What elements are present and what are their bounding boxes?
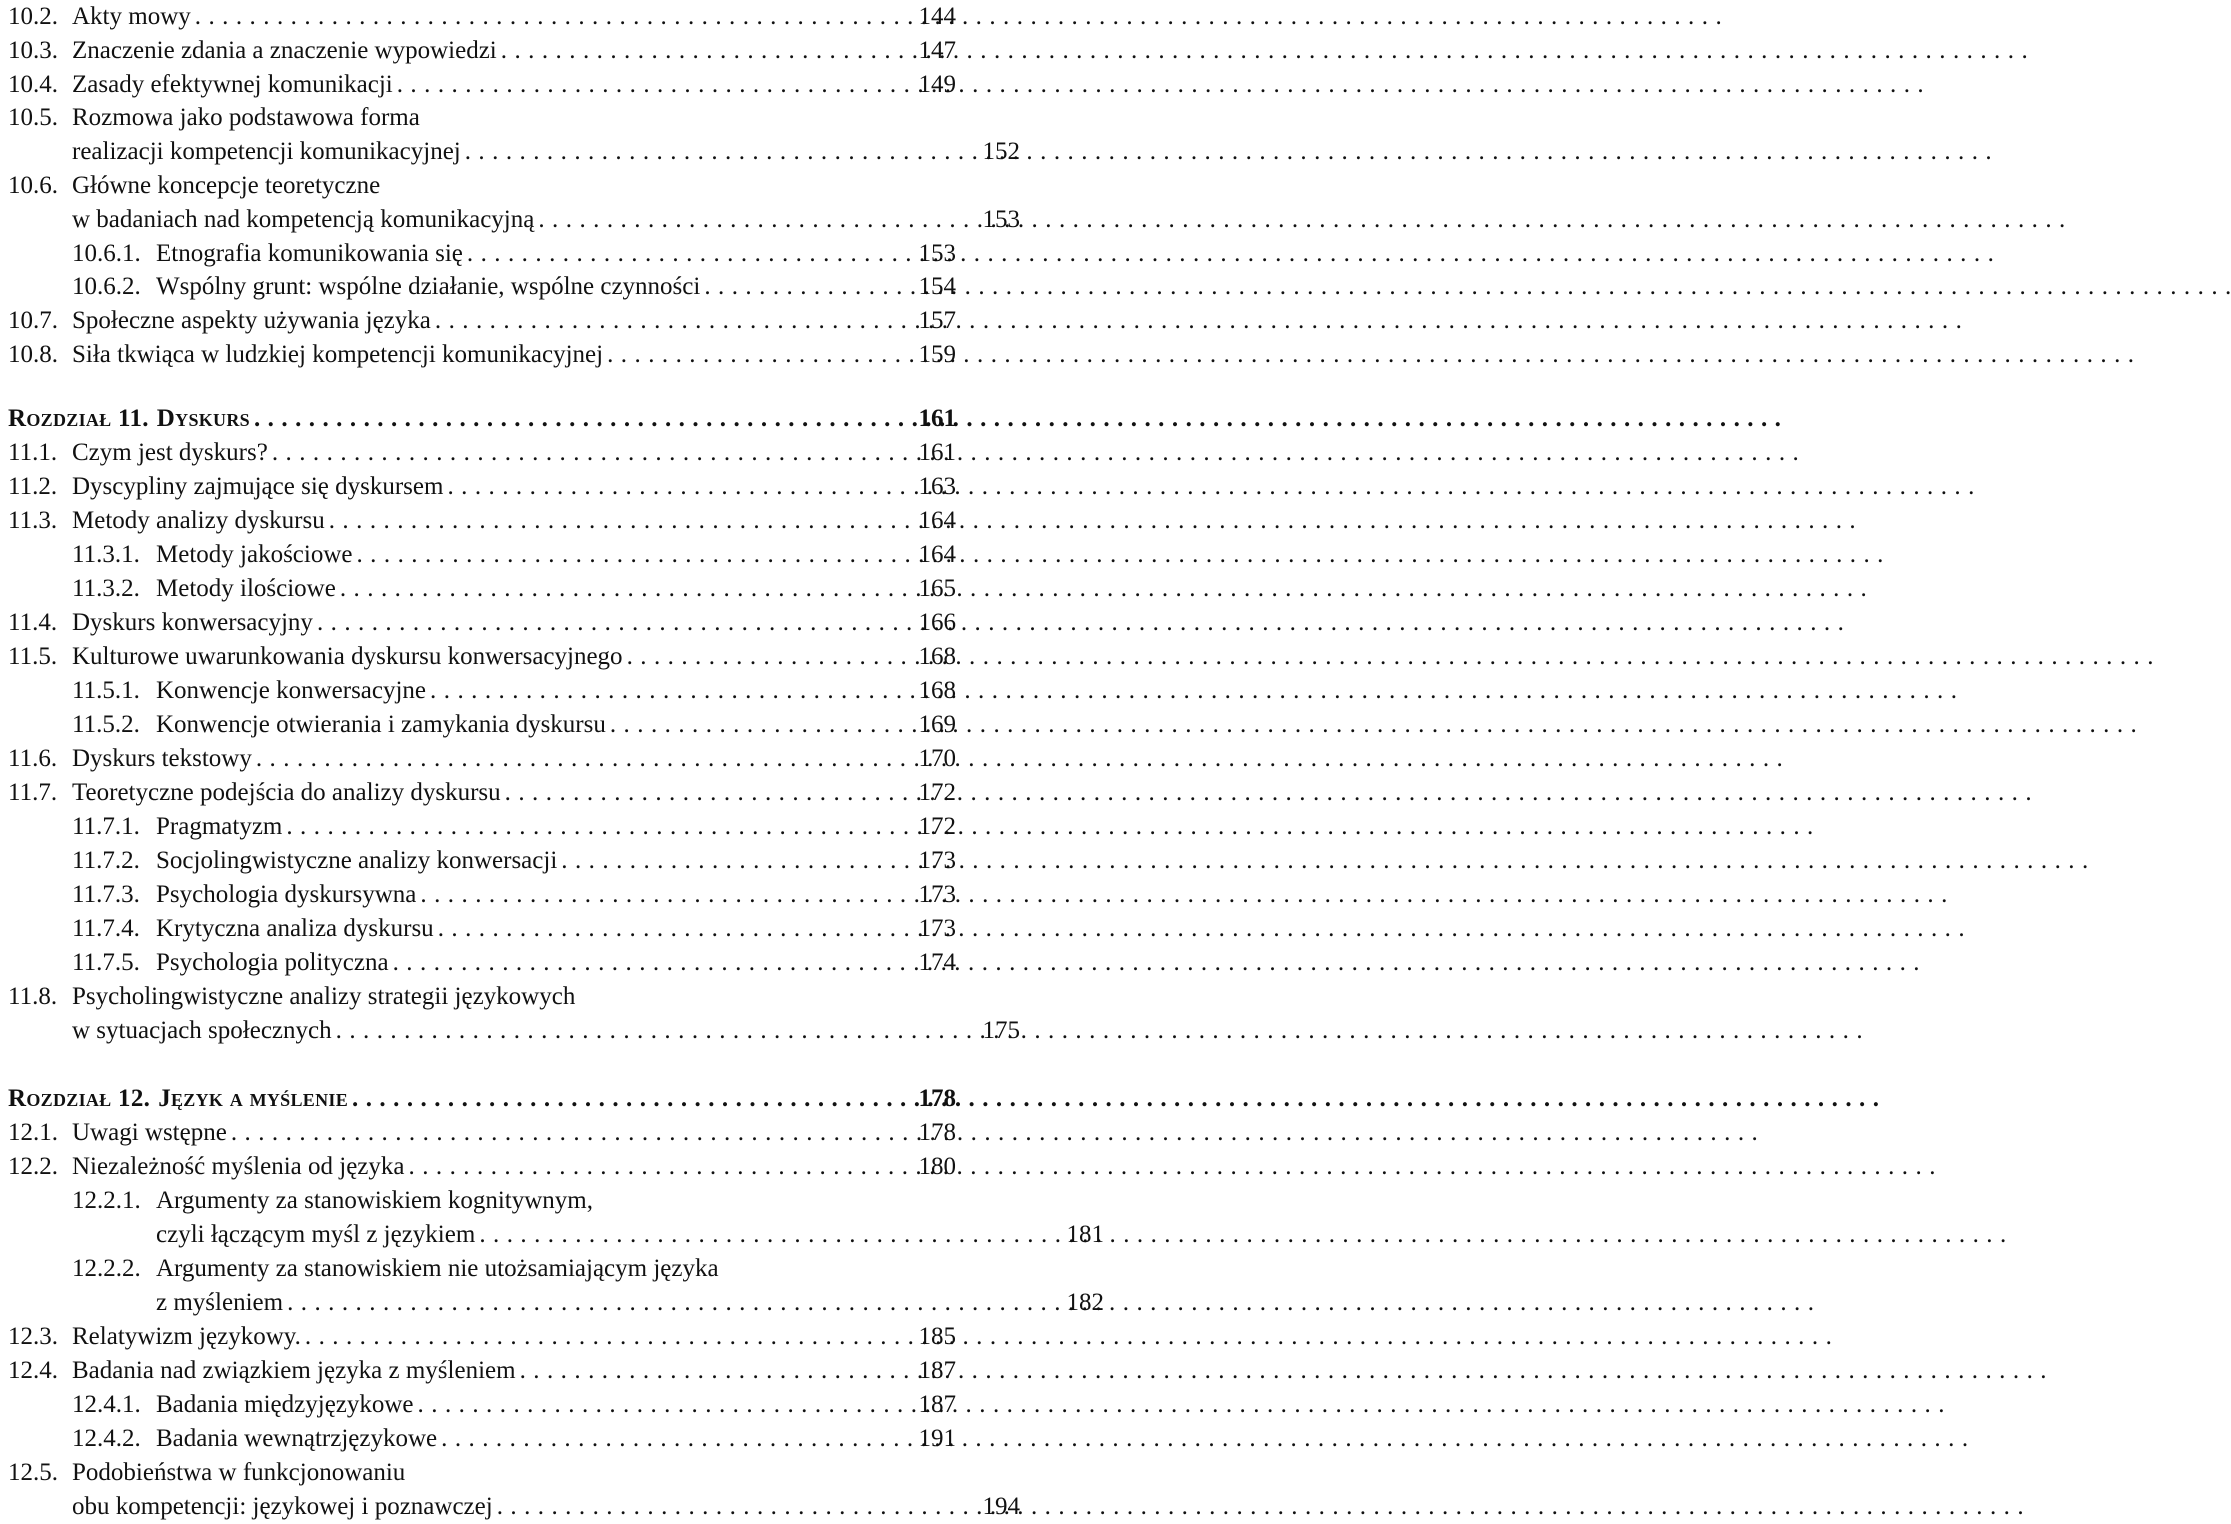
toc-entry[interactable] [8, 1150, 956, 1184]
entry-title: Teoretyczne podejścia do analizy dyskursu [72, 779, 501, 806]
toc-entry[interactable] [8, 606, 956, 640]
entry-title: Metody jakościowe [156, 541, 353, 568]
entry-number: 12.1. [8, 1119, 58, 1146]
entry-number: 12.4.2. [72, 1425, 141, 1452]
entry-number: 10.4. [8, 71, 58, 98]
entry-title: Dyskurs tekstowy [72, 745, 252, 772]
toc-entry[interactable] [8, 436, 956, 470]
entry-title: Etnografia komunikowania się [156, 240, 463, 267]
dot-leader [286, 810, 906, 844]
dot-leader [538, 203, 970, 237]
dot-leader [393, 946, 906, 980]
entry-page: 165 [918, 575, 956, 602]
entry-page: 181 [1066, 1221, 1104, 1248]
toc-page [0, 0, 1104, 1523]
toc-entry-continuation[interactable] [8, 1286, 1104, 1320]
entry-number: 11.7.1. [72, 813, 140, 840]
entry-number: 12.2.1. [72, 1187, 141, 1214]
entry-title: Uwagi wstępne [72, 1119, 227, 1146]
entry-page: 166 [918, 609, 956, 636]
entry-title-line2: obu kompetencji: językowej i poznawczej [72, 1493, 493, 1520]
entry-page: 159 [918, 341, 956, 368]
dot-leader [627, 640, 906, 674]
entry-number: 11.1. [8, 439, 58, 466]
entry-page: 172 [918, 813, 956, 840]
dot-leader [340, 572, 906, 606]
entry-page: 173 [918, 915, 956, 942]
entry-number: 11.7.2. [72, 847, 140, 874]
dot-leader [356, 538, 906, 572]
toc-entry[interactable] [8, 640, 956, 674]
entry-number: 11.7.5. [72, 949, 140, 976]
entry-page: 157 [918, 307, 956, 334]
entry-number: 11.8. [8, 983, 58, 1010]
chapter-heading[interactable] [8, 402, 956, 436]
dot-leader [479, 1218, 1054, 1252]
entry-number: 11.5.1. [72, 677, 140, 704]
dot-leader [430, 674, 906, 708]
toc-entry[interactable] [8, 810, 956, 844]
dot-leader [418, 1388, 906, 1422]
entry-title: Czym jest dyskurs? [72, 439, 268, 466]
toc-entry[interactable] [8, 470, 956, 504]
entry-number: 10.2. [8, 3, 58, 30]
toc-entry[interactable] [8, 270, 956, 304]
entry-page: 164 [918, 541, 956, 568]
entry-number: 12.3. [8, 1323, 58, 1350]
dot-leader [336, 1014, 970, 1048]
dot-leader [465, 135, 970, 169]
entry-number: 10.5. [8, 104, 58, 131]
dot-leader [195, 0, 906, 34]
dot-leader [501, 34, 906, 68]
dot-leader [467, 237, 906, 271]
toc-entry[interactable] [8, 34, 956, 68]
dot-leader [447, 470, 906, 504]
entry-number: 12.4.1. [72, 1391, 141, 1418]
toc-entry[interactable] [8, 1184, 956, 1218]
entry-title-line2: w badaniach nad kompetencją komunikacyjną [72, 206, 535, 233]
entry-number: 10.8. [8, 341, 58, 368]
entry-title: Psychologia polityczna [156, 949, 389, 976]
entry-title: Społeczne aspekty używania języka [72, 307, 431, 334]
toc-entry[interactable] [8, 572, 956, 606]
entry-number: 11.2. [8, 473, 58, 500]
toc-entry-continuation[interactable] [8, 1490, 1020, 1524]
toc-entry[interactable] [8, 169, 956, 203]
entry-page: 163 [918, 473, 956, 500]
entry-page: 144 [918, 3, 956, 30]
entry-number: 12.4. [8, 1357, 58, 1384]
toc-entry[interactable] [8, 538, 956, 572]
entry-title: Socjolingwistyczne analizy konwersacji [156, 847, 558, 874]
entry-page: 149 [918, 71, 956, 98]
entry-number: 11.6. [8, 745, 58, 772]
toc-entry[interactable] [8, 776, 956, 810]
entry-title: Dyscypliny zajmujące się dyskursem [72, 473, 444, 500]
entry-title: Akty mowy [72, 3, 191, 30]
entry-page: 194 [982, 1493, 1020, 1520]
dot-leader [317, 606, 906, 640]
dot-leader [610, 708, 906, 742]
entry-title: Psycholingwistyczne analizy strategii językowych [72, 983, 576, 1010]
entry-number: 10.7. [8, 307, 58, 334]
entry-page: 161 [918, 439, 956, 466]
chapter-heading[interactable] [8, 1082, 956, 1116]
entry-page: 173 [918, 881, 956, 908]
chapter-page: 178 [918, 1085, 956, 1112]
entry-page: 178 [918, 1119, 956, 1146]
entry-title: Niezależność myślenia od języka [72, 1153, 405, 1180]
dot-leader [497, 1490, 970, 1524]
toc-entry[interactable] [8, 1456, 956, 1490]
toc-entry[interactable] [8, 1320, 956, 1354]
entry-title: Krytyczna analiza dyskursu [156, 915, 434, 942]
dot-leader [435, 304, 906, 338]
entry-page: 172 [918, 779, 956, 806]
chapter-title: Dyskurs [156, 405, 250, 432]
entry-title: Główne koncepcje teoretyczne [72, 172, 381, 199]
entry-page: 164 [918, 507, 956, 534]
toc-entry[interactable] [8, 878, 956, 912]
entry-page: 152 [982, 138, 1020, 165]
dot-leader [231, 1116, 906, 1150]
entry-number: 10.3. [8, 37, 58, 64]
entry-page: 168 [918, 677, 956, 704]
entry-number: 12.2. [8, 1153, 58, 1180]
entry-title: Konwencje otwierania i zamykania dyskursu [156, 711, 606, 738]
toc-entry[interactable] [8, 1252, 956, 1286]
toc-entry-continuation[interactable] [8, 1218, 1104, 1252]
entry-title: Kulturowe uwarunkowania dyskursu konwersacyjnego [72, 643, 623, 670]
entry-number: 11.7.4. [72, 915, 140, 942]
dot-leader [561, 844, 906, 878]
toc-entry-continuation[interactable] [8, 203, 1020, 237]
entry-number: 11.7.3. [72, 881, 140, 908]
entry-number: 10.6.1. [72, 240, 141, 267]
entry-title: Badania wewnątrzjęzykowe [156, 1425, 438, 1452]
dot-leader [329, 504, 906, 538]
dot-leader [254, 402, 906, 436]
toc-entry[interactable] [8, 1422, 956, 1456]
entry-title: Siła tkwiąca w ludzkiej kompetencji komunikacyjnej [72, 341, 604, 368]
dot-leader [272, 436, 906, 470]
toc-entry[interactable] [8, 980, 956, 1014]
entry-number: 12.2.2. [72, 1255, 141, 1282]
entry-page: 173 [918, 847, 956, 874]
dot-leader [397, 68, 906, 102]
toc-entry-continuation[interactable] [8, 135, 1020, 169]
entry-title: Znaczenie zdania a znaczenie wypowiedzi [72, 37, 497, 64]
entry-title: Argumenty za stanowiskiem kognitywnym, [156, 1187, 593, 1214]
toc-entry[interactable] [8, 1116, 956, 1150]
entry-page: 191 [918, 1425, 956, 1452]
dot-leader [287, 1286, 1054, 1320]
dot-leader [607, 338, 906, 372]
entry-title: Relatywizm językowy. [72, 1323, 301, 1350]
toc-entry[interactable] [8, 1354, 956, 1388]
entry-page: 170 [918, 745, 956, 772]
entry-title: Konwencje konwersacyjne [156, 677, 427, 704]
chapter-page: 161 [918, 405, 956, 432]
toc-entry[interactable] [8, 708, 956, 742]
dot-leader [441, 1422, 906, 1456]
entry-page: 174 [918, 949, 956, 976]
chapter-number: Rozdział 11. [8, 405, 149, 432]
entry-page: 187 [918, 1357, 956, 1384]
entry-page: 153 [982, 206, 1020, 233]
entry-title: Metody ilościowe [156, 575, 336, 602]
entry-page: 175 [982, 1017, 1020, 1044]
entry-title: Podobieństwa w funkcjonowaniu [72, 1459, 406, 1486]
entry-title-line2: czyli łączącym myśl z językiem [156, 1221, 476, 1248]
entry-title-line2: realizacji kompetencji komunikacyjnej [72, 138, 461, 165]
dot-leader [505, 776, 906, 810]
entry-title-line2: z myśleniem [156, 1289, 284, 1316]
entry-page: 185 [918, 1323, 956, 1350]
chapter-title: Język a myślenie [158, 1085, 349, 1112]
entry-number: 11.4. [8, 609, 58, 636]
entry-title: Argumenty za stanowiskiem nie utożsamiającym języka [156, 1255, 719, 1282]
dot-leader [305, 1320, 906, 1354]
toc-entry[interactable] [8, 912, 956, 946]
dot-leader [420, 878, 906, 912]
toc-entry[interactable] [8, 338, 956, 372]
entry-title: Psychologia dyskursywna [156, 881, 417, 908]
entry-number: 11.3.2. [72, 575, 140, 602]
entry-number: 11.5. [8, 643, 58, 670]
toc-entry[interactable] [8, 844, 956, 878]
entry-title: Wspólny grunt: wspólne działanie, wspólne czynności [156, 273, 701, 300]
entry-title: Badania międzyjęzykowe [156, 1391, 414, 1418]
entry-page: 180 [918, 1153, 956, 1180]
entry-page: 182 [1066, 1289, 1104, 1316]
toc-entry[interactable] [8, 0, 956, 34]
dot-leader [438, 912, 906, 946]
entry-page: 154 [918, 273, 956, 300]
entry-number: 10.6.2. [72, 273, 141, 300]
dot-leader [520, 1354, 906, 1388]
toc-entry[interactable] [8, 304, 956, 338]
toc-entry-continuation[interactable] [8, 1014, 1020, 1048]
entry-title: Dyskurs konwersacyjny [72, 609, 313, 636]
entry-title: Metody analizy dyskursu [72, 507, 325, 534]
entry-number: 10.6. [8, 172, 58, 199]
entry-number: 12.5. [8, 1459, 58, 1486]
dot-leader [256, 742, 906, 776]
toc-entry[interactable] [8, 946, 956, 980]
dot-leader [704, 270, 906, 304]
toc-entry[interactable] [8, 237, 956, 271]
entry-number: 11.7. [8, 779, 58, 806]
toc-entry[interactable] [8, 101, 956, 135]
entry-number: 11.3.1. [72, 541, 140, 568]
toc-entry[interactable] [8, 1388, 956, 1422]
chapter-number: Rozdział 12. [8, 1085, 151, 1112]
dot-leader [409, 1150, 907, 1184]
toc-entry[interactable] [8, 504, 956, 538]
toc-entry[interactable] [8, 674, 956, 708]
entry-title: Badania nad związkiem języka z myśleniem [72, 1357, 516, 1384]
entry-page: 153 [918, 240, 956, 267]
entry-number: 11.3. [8, 507, 58, 534]
toc-entry[interactable] [8, 742, 956, 776]
entry-title: Zasady efektywnej komunikacji [72, 71, 393, 98]
dot-leader [352, 1082, 906, 1116]
entry-title: Rozmowa jako podstawowa forma [72, 104, 420, 131]
entry-title-line2: w sytuacjach społecznych [72, 1017, 332, 1044]
entry-page: 147 [918, 37, 956, 64]
entry-title: Pragmatyzm [156, 813, 283, 840]
entry-page: 168 [918, 643, 956, 670]
toc-entry[interactable] [8, 68, 956, 102]
entry-number: 11.5.2. [72, 711, 140, 738]
entry-page: 169 [918, 711, 956, 738]
entry-page: 187 [918, 1391, 956, 1418]
